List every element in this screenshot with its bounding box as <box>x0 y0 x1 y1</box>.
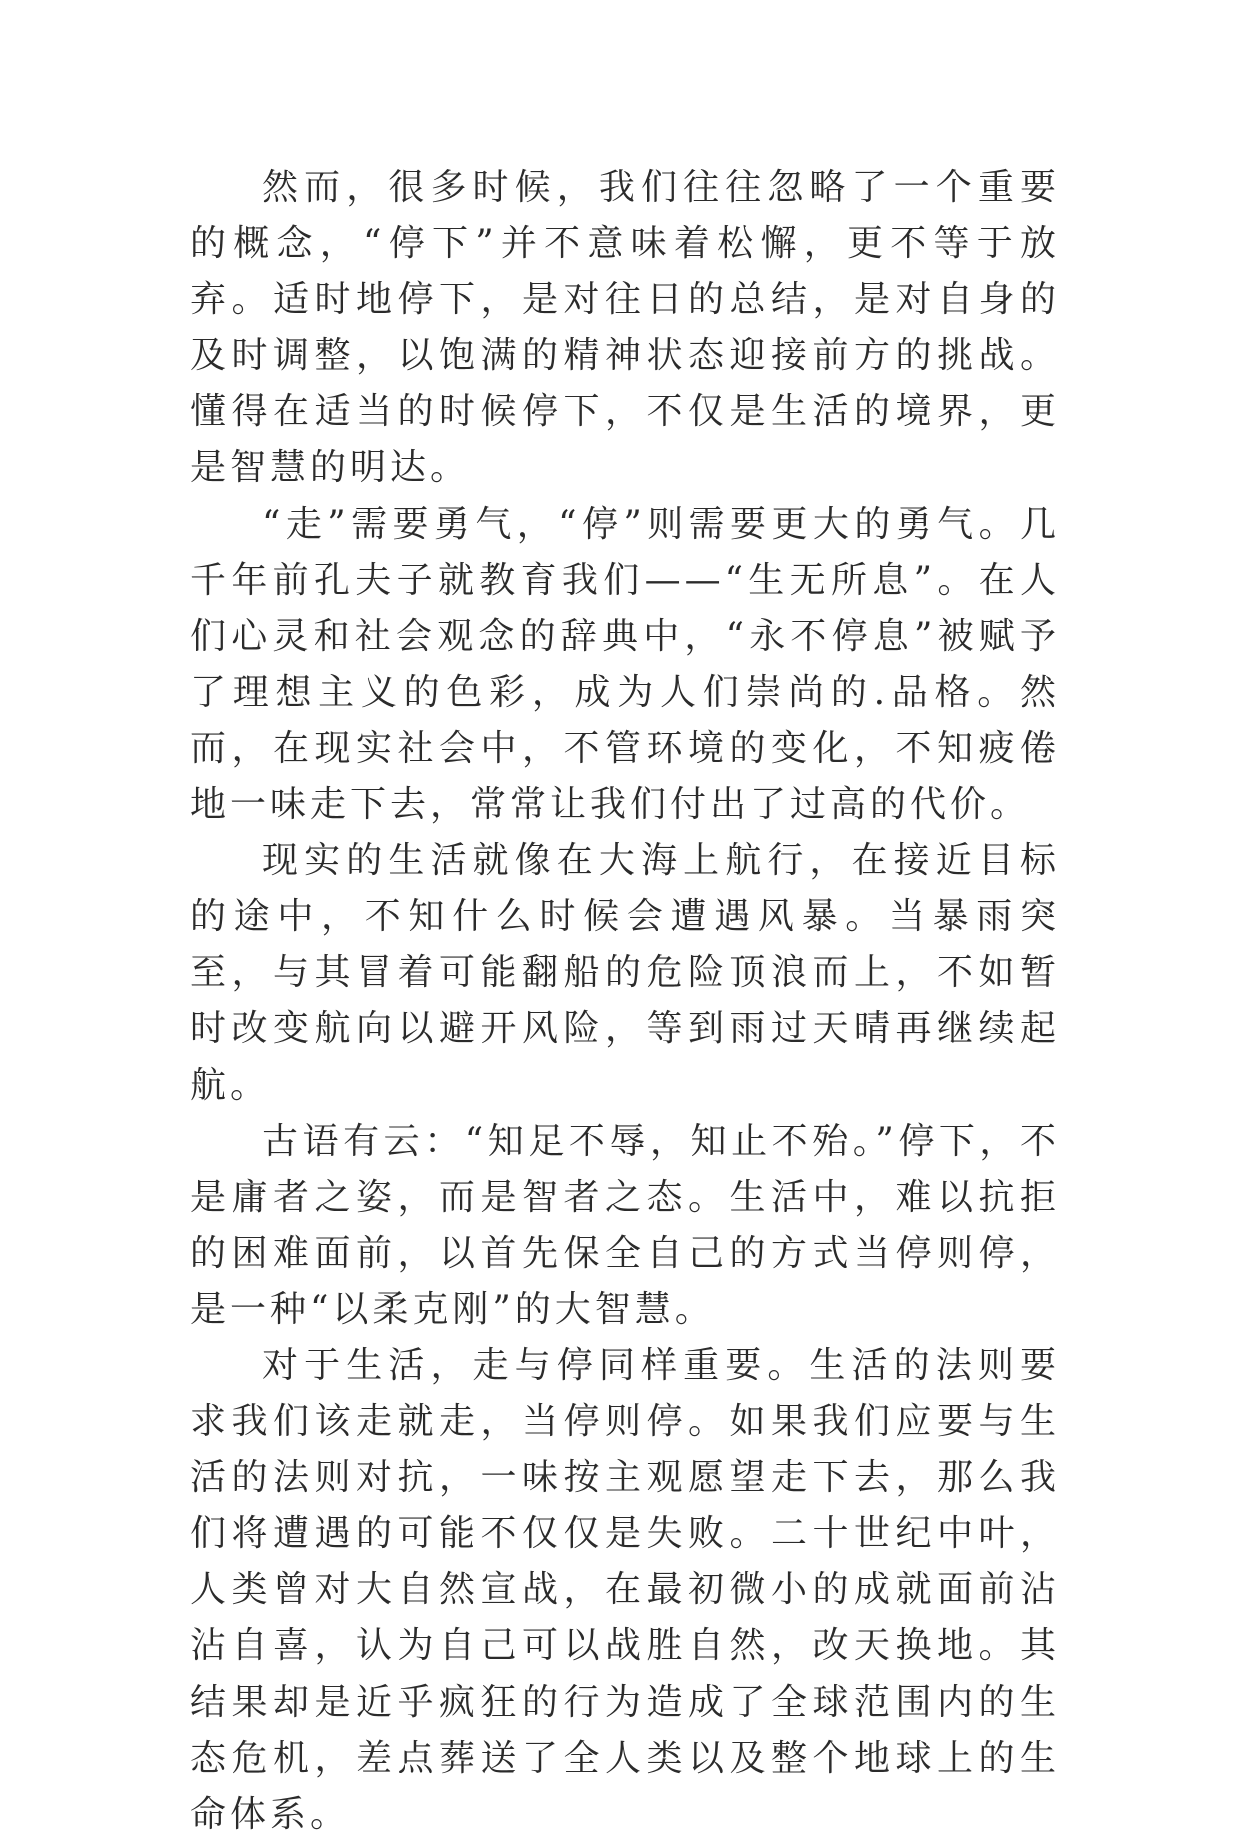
paragraph-2: “走”需要勇气，“停”则需要更大的勇气。几千年前孔夫子就教育我们——“生无所息”。在人们心灵和社会观念的辞典中，“永不停息”被赋予了理想主义的色彩，成为人们崇尚的.品格。然而，在现实社会中，不管环境的变化，不知疲倦地一味走下去，常常让我们付出了过高的代价。 <box>190 503 1060 826</box>
paragraph-1: 然而，很多时候，我们往往忽略了一个重要的概念，“停下”并不意味着松懈，更不等于放弃。适时地停下，是对往日的总结，是对自身的及时调整，以饱满的精神状态迎接前方的挑战。懂得在适当的时候停下，不仅是生活的境界，更是智慧的明达。 <box>190 167 1060 489</box>
paragraph-3: 现实的生活就像在大海上航行，在接近目标的途中，不知什么时候会遭遇风暴。当暴雨突至，与其冒着可能翻船的危险顶浪而上，不如暂时改变航向以避开风险，等到雨过天晴再继续起航。 <box>190 840 1060 1106</box>
document-body <box>190 160 1060 1843</box>
paragraph-4: 古语有云：“知足不辱，知止不殆。”停下，不是庸者之姿，而是智者之态。生活中，难以抗拒的困难面前，以首先保全自己的方式当停则停，是一种“以柔克刚”的大智慧。 <box>190 1120 1060 1330</box>
paragraph-5: 对于生活，走与停同样重要。生活的法则要求我们该走就走，当停则停。如果我们应要与生活的法则对抗，一味按主观愿望走下去，那么我们将遭遇的可能不仅仅是失败。二十世纪中叶，人类曾对大自然宣战，在最初微小的成就面前沾沾自喜，认为自己可以战胜自然，改天换地。其结果却是近乎疯狂的行为造成了全球范围内的生态危机，差点葬送了全人类以及整个地球上的生命体系。 <box>190 1344 1060 1835</box>
